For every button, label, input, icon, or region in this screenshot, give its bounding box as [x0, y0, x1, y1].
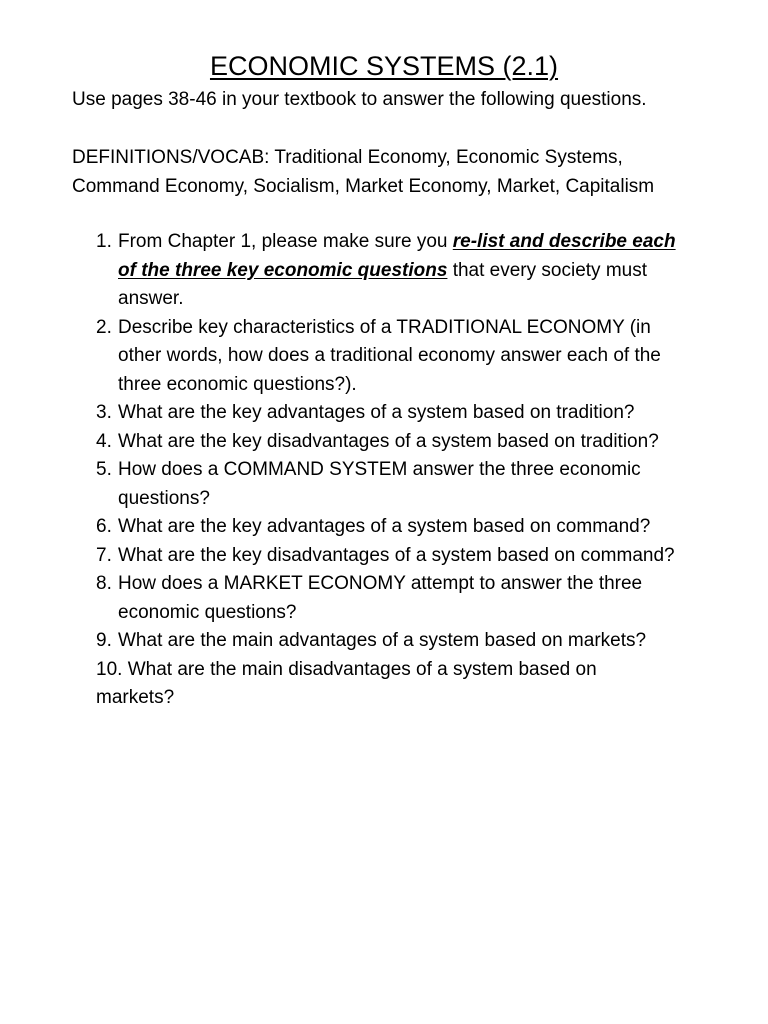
question-1 — [96, 228, 732, 314]
question-number: 6. — [96, 516, 112, 537]
question-line: What are the key advantages of a system based on command? — [118, 516, 651, 537]
question-line: questions? — [118, 487, 210, 509]
emphasis-text: of the three key economic questions — [118, 259, 448, 281]
question-6 — [96, 513, 732, 542]
question-line: What are the key disadvantages of a system based on command? — [118, 544, 675, 566]
page-title: ECONOMIC SYSTEMS (2.1) — [209, 51, 559, 81]
definitions-line-1: DEFINITIONS/VOCAB: Traditional Economy, Economic Systems, — [72, 147, 623, 168]
question-line — [118, 257, 732, 286]
question-line: other words, how does a traditional economy answer each of the — [118, 345, 661, 366]
question-text: What are the main disadvantages of a system based on — [127, 658, 597, 680]
question-text: From Chapter 1, please make sure you — [118, 231, 453, 252]
question-3 — [96, 399, 732, 428]
question-list — [96, 228, 732, 713]
question-line: economic questions? — [118, 601, 297, 623]
question-line: How does a MARKET ECONOMY attempt to answer the three — [118, 573, 643, 594]
question-line: Describe key characteristics of a TRADITIONAL ECONOMY (in — [118, 316, 651, 338]
question-line — [118, 228, 732, 257]
question-number: 2. — [96, 316, 112, 338]
question-number: 8. — [96, 573, 112, 594]
question-line — [96, 656, 732, 685]
question-9 — [96, 627, 732, 656]
question-number: 3. — [96, 402, 112, 423]
question-line: What are the key advantages of a system based on tradition? — [118, 402, 635, 423]
question-number: 5. — [96, 459, 112, 480]
definitions-line-2: Command Economy, Socialism, Market Economy, Market, Capitalism — [72, 175, 655, 197]
question-number: 10. — [96, 658, 123, 680]
definitions-vocab — [72, 144, 732, 201]
question-number: 4. — [96, 430, 112, 452]
question-line: answer. — [118, 288, 184, 309]
emphasis-text: re-list and describe each — [452, 231, 676, 252]
question-number: 1. — [96, 231, 112, 252]
question-number: 9. — [96, 630, 112, 651]
question-2 — [96, 314, 732, 400]
question-8 — [96, 570, 732, 627]
question-number: 7. — [96, 544, 112, 566]
question-line: markets? — [96, 687, 175, 708]
question-line: How does a COMMAND SYSTEM answer the three economic — [118, 459, 641, 480]
intro-instructions: Use pages 38-46 in your textbook to answer the following questions. — [72, 89, 647, 110]
question-line: What are the key disadvantages of a system based on tradition? — [118, 430, 659, 452]
question-5 — [96, 456, 732, 513]
question-line: What are the main advantages of a system based on markets? — [118, 630, 647, 651]
question-text: that every society must — [447, 259, 647, 281]
question-4 — [96, 428, 732, 457]
question-line: three economic questions?). — [118, 373, 357, 395]
question-10 — [96, 656, 732, 713]
question-7 — [96, 542, 732, 571]
